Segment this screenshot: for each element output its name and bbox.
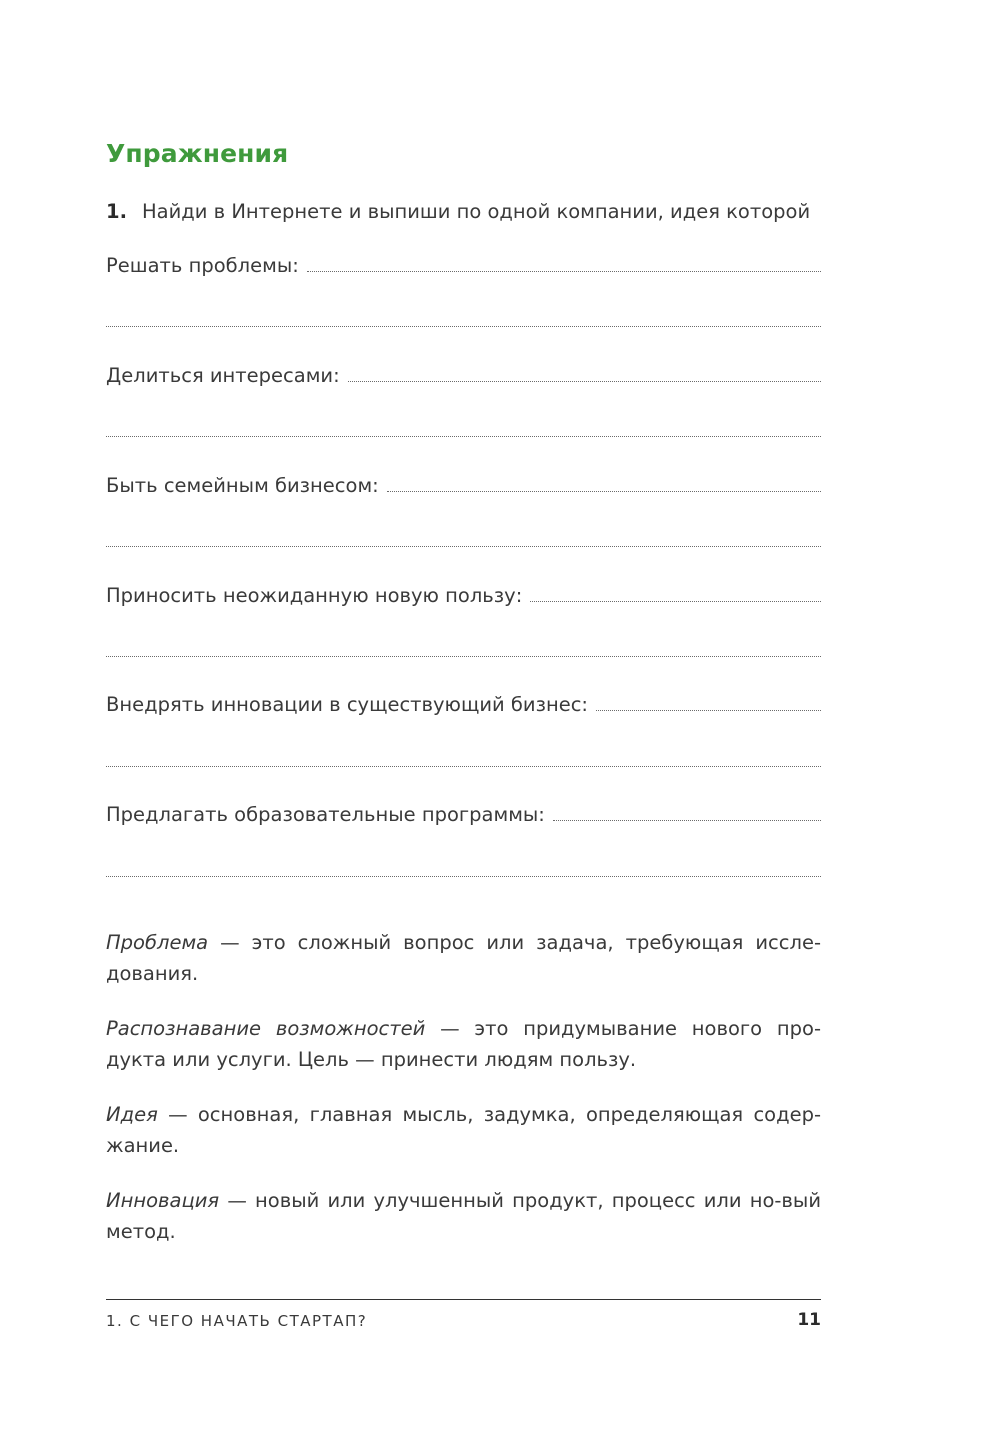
footer-divider: [106, 1299, 821, 1300]
answer-line[interactable]: [553, 820, 821, 821]
definition-term: Проблема: [106, 931, 209, 954]
definition-text: — это сложный вопрос или задача, требующая иссле-дования.: [106, 931, 821, 985]
answer-field-share-interests[interactable]: [106, 364, 821, 387]
definition-text: — новый или улучшенный продукт, процесс или но-вый метод.: [106, 1189, 821, 1243]
definition-innovation: [106, 1185, 821, 1247]
field-label: Быть семейным бизнесом:: [106, 474, 379, 497]
field-label: Приносить неожиданную новую пользу:: [106, 584, 523, 607]
task-number: 1.: [106, 200, 127, 223]
answer-line[interactable]: [348, 381, 821, 382]
task-1: [106, 200, 821, 223]
page-number: 11: [797, 1310, 821, 1330]
answer-line-continuation[interactable]: [106, 876, 821, 877]
answer-field-unexpected-benefit[interactable]: [106, 584, 821, 607]
task-text: Найди в Интернете и выпиши по одной компании, идея которой: [142, 200, 811, 223]
answer-field-education-programs[interactable]: [106, 803, 821, 826]
definition-text: — основная, главная мысль, задумка, определяющая содер-жание.: [106, 1103, 821, 1157]
field-label: Предлагать образовательные программы:: [106, 803, 545, 826]
answer-line-continuation[interactable]: [106, 436, 821, 437]
definition-idea: [106, 1099, 821, 1161]
answer-field-family-business[interactable]: [106, 474, 821, 497]
field-label: Делиться интересами:: [106, 364, 340, 387]
answer-line[interactable]: [307, 271, 821, 272]
definition-term: Распознавание возможностей: [106, 1017, 426, 1040]
section-title: Упражнения: [106, 139, 289, 168]
answer-line-continuation[interactable]: [106, 766, 821, 767]
running-footer-chapter: 1. С ЧЕГО НАЧАТЬ СТАРТАП?: [106, 1312, 368, 1330]
answer-line-continuation[interactable]: [106, 656, 821, 657]
definition-opportunity-recognition: [106, 1013, 821, 1075]
answer-field-solve-problems[interactable]: [106, 254, 821, 277]
definition-term: Инновация: [106, 1189, 220, 1212]
answer-line[interactable]: [530, 601, 821, 602]
field-label: Решать проблемы:: [106, 254, 299, 277]
field-label: Внедрять инновации в существующий бизнес:: [106, 693, 588, 716]
answer-line-continuation[interactable]: [106, 326, 821, 327]
definition-term: Идея: [106, 1103, 158, 1126]
answer-field-innovation-existing[interactable]: [106, 693, 821, 716]
answer-line[interactable]: [387, 491, 821, 492]
answer-line[interactable]: [596, 710, 821, 711]
definition-problem: [106, 927, 821, 989]
definition-text: — это придумывание нового про-дукта или услуги. Цель — принести людям пользу.: [106, 1017, 821, 1071]
answer-line-continuation[interactable]: [106, 546, 821, 547]
